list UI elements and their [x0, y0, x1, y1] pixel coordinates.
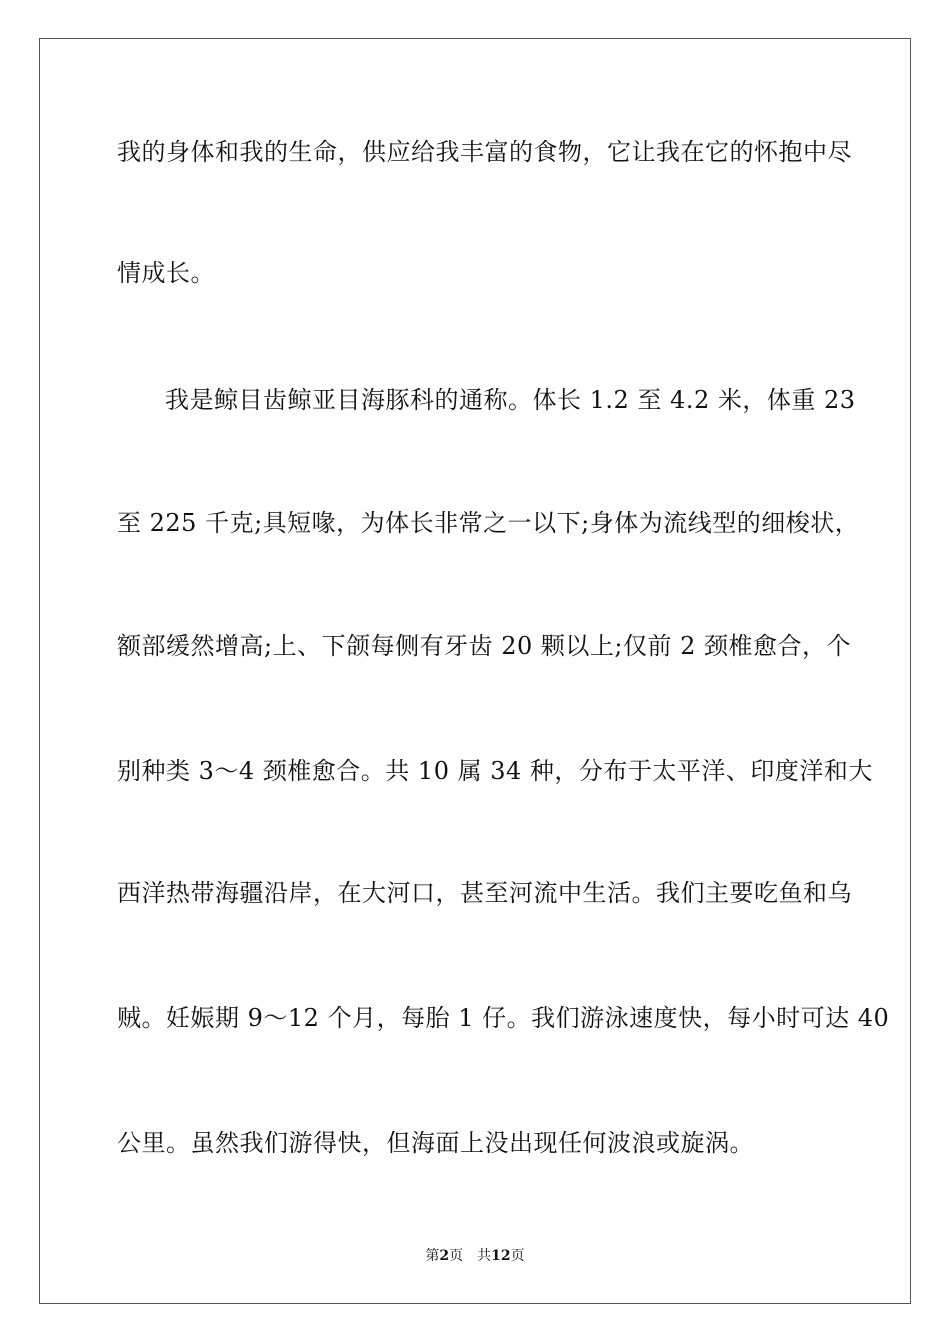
text-line: 我的身体和我的生命，供应给我丰富的食物，它让我在它的怀抱中尽	[117, 138, 852, 166]
text-line: 西洋热带海疆沿岸，在大河口，甚至河流中生活。我们主要吃鱼和乌	[117, 879, 852, 907]
footer-page-suffix: 页	[449, 1248, 464, 1264]
footer-page-number: 2	[439, 1248, 450, 1264]
text-line: 贼。妊娠期 9～12 个月，每胎 1 仔。我们游泳速度快，每小时可达 40	[117, 1004, 890, 1032]
footer-total-prefix: 共	[477, 1248, 492, 1264]
footer-page-prefix: 第	[425, 1248, 440, 1264]
text-line: 至 225 千克;具短喙，为体长非常之一以下;身体为流线型的细梭状，	[117, 509, 860, 537]
text-line: 情成长。	[117, 259, 215, 287]
page-border	[39, 38, 911, 1304]
text-line-paragraph-start: 我是鲸目齿鲸亚目海豚科的通称。体长 1.2 至 4.2 米，体重 23	[165, 386, 856, 414]
page-footer	[0, 1247, 950, 1265]
footer-total-suffix: 页	[510, 1248, 525, 1264]
text-line: 额部缓然增高;上、下颌每侧有牙齿 20 颗以上;仅前 2 颈椎愈合，个	[117, 632, 851, 660]
text-line: 公里。虽然我们游得快，但海面上没出现任何波浪或旋涡。	[117, 1129, 754, 1157]
text-line: 别种类 3～4 颈椎愈合。共 10 属 34 种，分布于太平洋、印度洋和大	[117, 757, 873, 785]
footer-total-number: 12	[491, 1248, 511, 1264]
